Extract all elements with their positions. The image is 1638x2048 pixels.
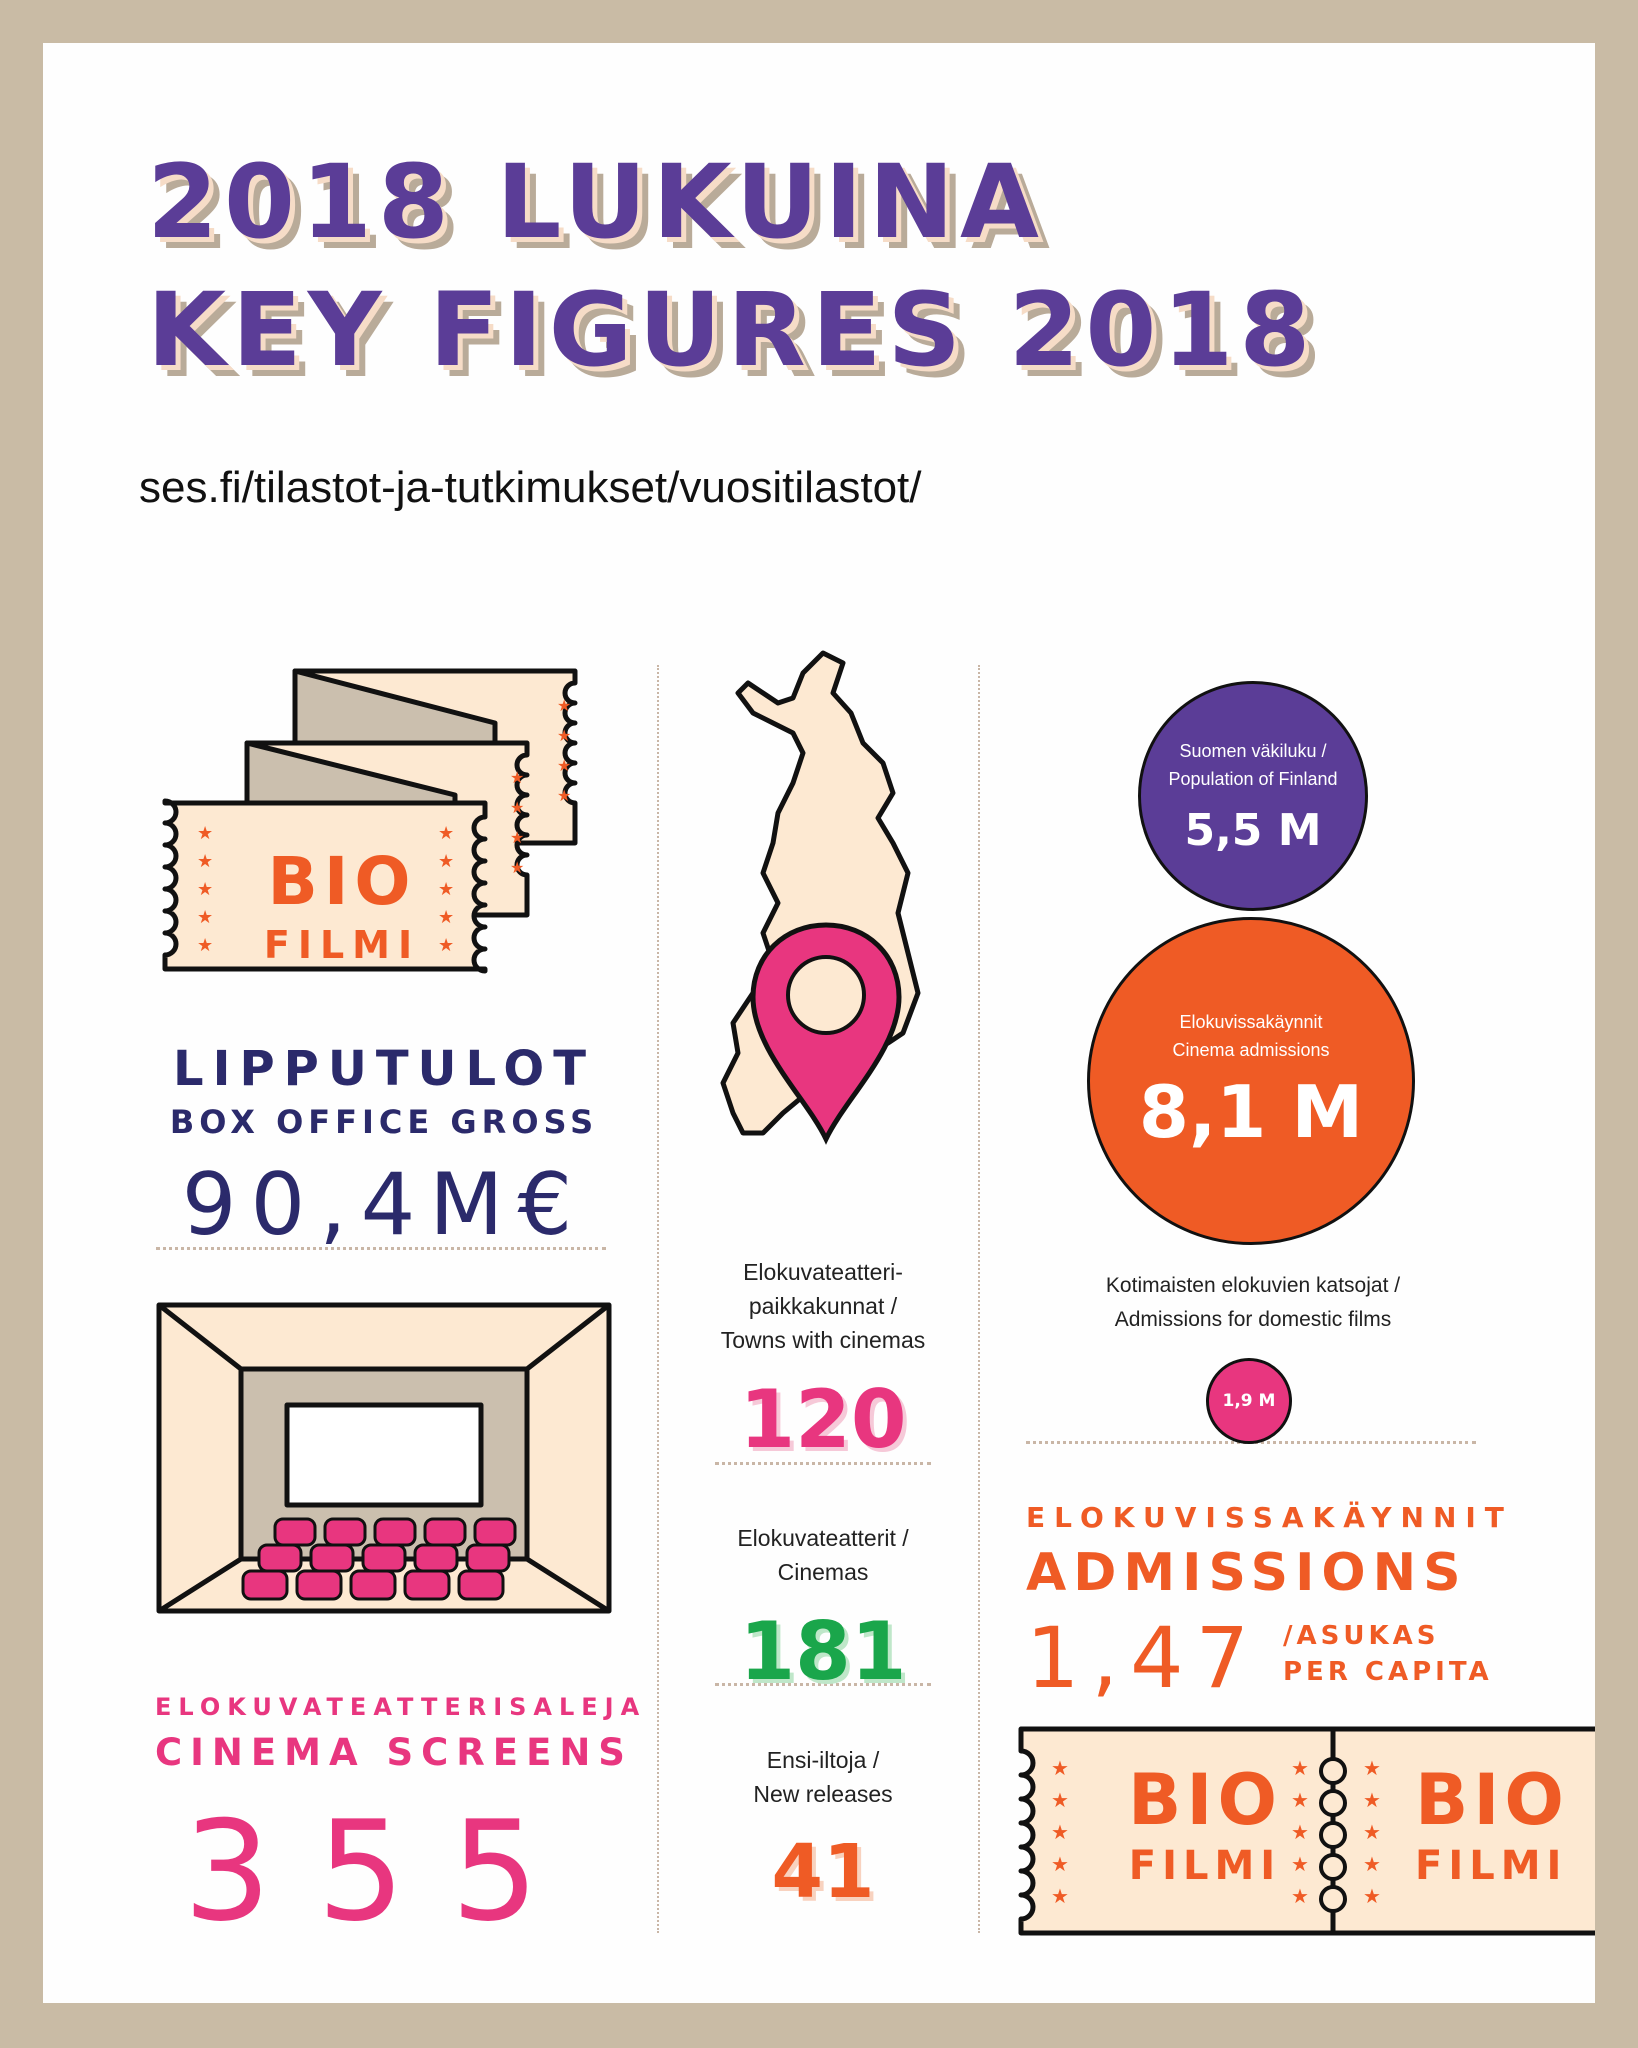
ticket-word-bio: BIO — [267, 843, 417, 920]
svg-text:★: ★ — [438, 823, 455, 844]
svg-text:★: ★ — [1051, 1884, 1069, 1908]
infographic-card — [43, 43, 1595, 2003]
svg-text:★: ★ — [1363, 1884, 1381, 1908]
box-office-label-en: BOX OFFICE GROSS — [169, 1103, 599, 1141]
svg-text:★: ★ — [510, 768, 525, 787]
svg-text:★: ★ — [197, 935, 214, 956]
domestic-line-1: Kotimaisten elokuvien katsojat / — [1105, 1274, 1401, 1297]
per-capita-unit-1: /ASUKAS — [1283, 1621, 1440, 1651]
population-line-1: Suomen väkiluku / — [1179, 740, 1327, 761]
ticket-word-filmi: FILMI — [263, 923, 421, 967]
svg-text:★: ★ — [438, 879, 455, 900]
population-circle — [1138, 681, 1368, 911]
admissions-circle — [1087, 917, 1415, 1245]
svg-text:★: ★ — [510, 858, 525, 877]
svg-text:★: ★ — [438, 851, 455, 872]
svg-text:★: ★ — [1051, 1788, 1069, 1812]
svg-text:★: ★ — [438, 907, 455, 928]
strip-ticket-partial — [1405, 1733, 1595, 1929]
svg-text:★: ★ — [1051, 1852, 1069, 1876]
cinemas-line-2: Cinemas — [777, 1559, 869, 1585]
box-office-label-fi: LIPPUTULOT — [173, 1041, 595, 1097]
svg-text:★: ★ — [1051, 1820, 1069, 1844]
svg-text:★: ★ — [557, 786, 572, 805]
admissions-line-2: Cinema admissions — [1172, 1040, 1330, 1060]
cinema-hall-icon — [155, 1301, 615, 1619]
column-divider-left — [657, 665, 659, 1933]
location-pin-icon — [747, 919, 905, 1145]
towns-line-1: Elokuvateatteri- — [743, 1259, 903, 1285]
svg-text:★: ★ — [197, 879, 214, 900]
screens-label-fi: ELOKUVATEATTERISALEJA — [155, 1693, 647, 1721]
strip-ticket-word-filmi: FILMI — [1128, 1843, 1282, 1889]
svg-text:★: ★ — [1363, 1756, 1381, 1780]
box-office-value: 90,4M€ — [181, 1155, 587, 1255]
strip-ticket-word-bio: BIO — [1128, 1759, 1282, 1841]
per-capita-unit-2: PER CAPITA — [1283, 1657, 1493, 1687]
towns-line-2: paikkakunnat / — [748, 1293, 898, 1319]
svg-text:★: ★ — [197, 907, 214, 928]
svg-text:★: ★ — [197, 823, 214, 844]
svg-text:★: ★ — [1291, 1884, 1309, 1908]
towns-value: 120 — [739, 1373, 907, 1466]
svg-text:★: ★ — [557, 726, 572, 745]
releases-value: 41 — [771, 1829, 875, 1915]
strip-partial-filmi: FILMI — [1415, 1843, 1568, 1889]
releases-line-2: New releases — [753, 1781, 893, 1807]
svg-text:★: ★ — [1291, 1820, 1309, 1844]
screens-label-en: CINEMA SCREENS — [155, 1731, 633, 1774]
screens-value: 355 — [183, 1791, 585, 1952]
title-line-1: 2018 LUKUINA — [147, 143, 1045, 262]
population-line-2: Population of Finland — [1168, 768, 1338, 789]
domestic-value: 1,9 M — [1222, 1391, 1276, 1411]
cinemas-line-1: Elokuvateatterit / — [737, 1525, 909, 1551]
svg-text:★: ★ — [1291, 1852, 1309, 1876]
svg-text:★: ★ — [510, 798, 525, 817]
towns-line-3: Towns with cinemas — [720, 1327, 926, 1353]
per-capita-label-fi: ELOKUVISSAKÄYNNIT — [1026, 1501, 1513, 1534]
population-value: 5,5 M — [1184, 804, 1322, 856]
releases-line-1: Ensi-iltoja / — [766, 1747, 880, 1773]
svg-text:★: ★ — [1291, 1788, 1309, 1812]
svg-text:★: ★ — [1051, 1756, 1069, 1780]
svg-text:★: ★ — [197, 851, 214, 872]
domestic-circle — [1206, 1358, 1292, 1444]
domestic-line-2: Admissions for domestic films — [1114, 1308, 1392, 1331]
svg-text:★: ★ — [1363, 1820, 1381, 1844]
strip-partial-bio: BIO — [1415, 1759, 1569, 1841]
svg-text:★: ★ — [1363, 1788, 1381, 1812]
title-line-2: KEY FIGURES 2018 — [147, 271, 1317, 390]
svg-text:★: ★ — [557, 756, 572, 775]
per-capita-label-en: ADMISSIONS — [1026, 1543, 1468, 1603]
svg-text:★: ★ — [438, 935, 455, 956]
admissions-line-1: Elokuvissakäynnit — [1179, 1012, 1323, 1032]
source-url[interactable]: ses.fi/tilastot-ja-tutkimukset/vuositilastot/ — [139, 463, 922, 512]
svg-text:★: ★ — [557, 696, 572, 715]
cinemas-value: 181 — [739, 1605, 907, 1698]
per-capita-value: 1,47 — [1026, 1609, 1262, 1707]
admissions-value: 8,1 M — [1138, 1070, 1364, 1154]
svg-text:★: ★ — [510, 828, 525, 847]
svg-text:★: ★ — [1363, 1852, 1381, 1876]
svg-text:★: ★ — [1291, 1756, 1309, 1780]
